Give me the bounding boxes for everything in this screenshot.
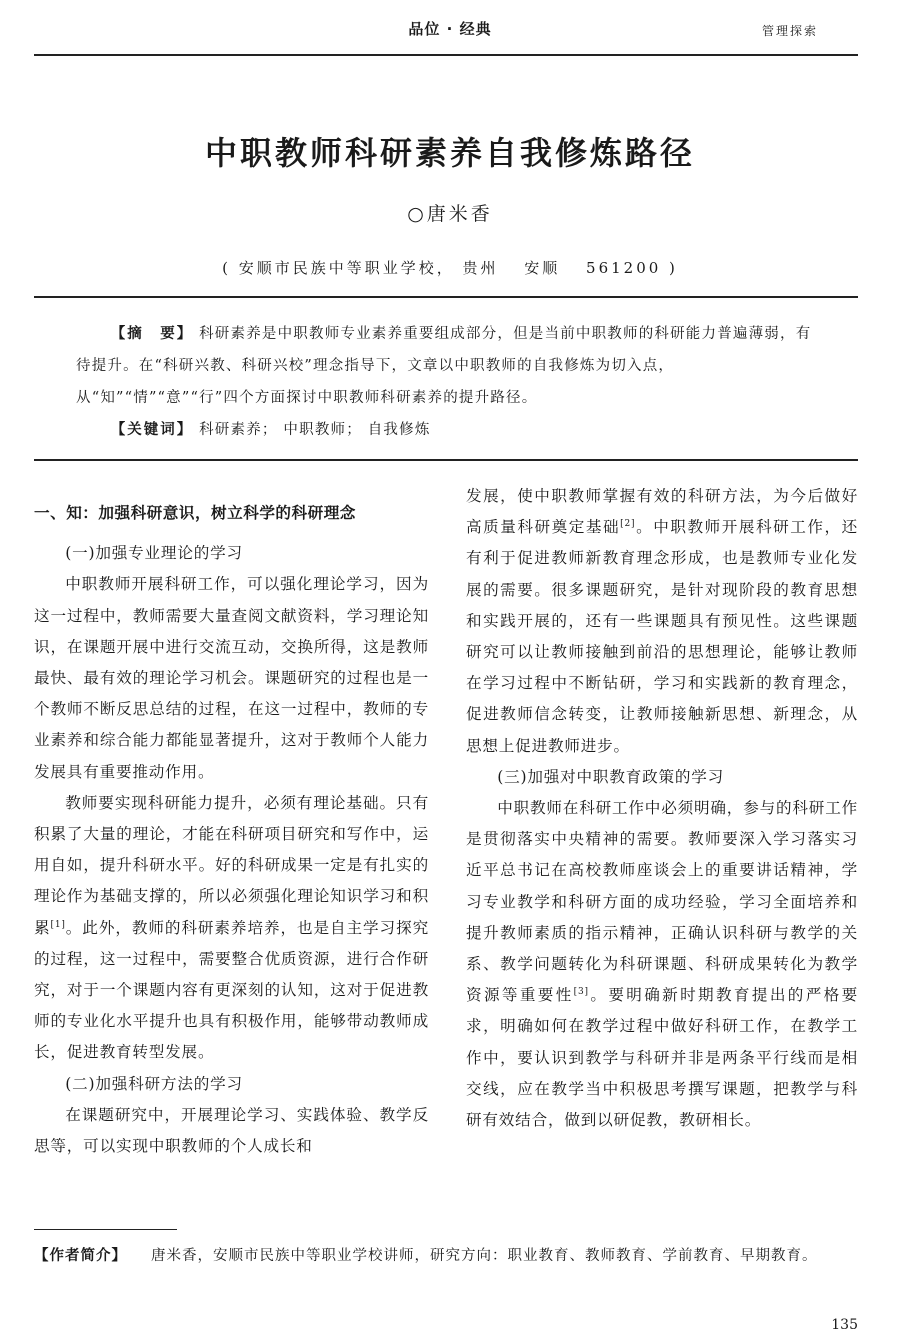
subheading-3: (三)加强对中职教育政策的学习 xyxy=(497,767,725,786)
paragraph-4 xyxy=(466,793,858,1136)
subheading-1: (一)加强专业理论的学习 xyxy=(65,544,243,563)
paragraph-1: 中职教师开展科研工作，可以强化理论学习，因为这一过程中，教师需要大量查阅文献资料，学习理论知识，在课题开展中进行交流互动，交换所得，这是教师最快、最有效的理论学习机会。课题研究的过程也是一个教师不断反思总结的过程，在这一过程中，教师的专业素养和综合能力都能显著提升，这对于教师个人能力发展具有重要推动作用。 xyxy=(34,575,429,781)
abstract-paragraph xyxy=(76,318,824,414)
abstract-top-rule xyxy=(34,296,858,298)
citation-2: [2] xyxy=(620,519,636,530)
abstract-label: 【摘 要】 xyxy=(110,326,194,342)
subheading-2: (二)加强科研方法的学习 xyxy=(65,1074,243,1093)
citation-3: [3] xyxy=(573,987,589,998)
section-heading-1: 一、知：加强科研意识，树立科学的科研理念 xyxy=(34,504,356,522)
paragraph-2a: 教师要实现科研能力提升，必须有理论基础。只有积累了大量的理论，才能在科研项目研究和写作中，运用自如，提升科研水平。好的科研成果一定是有扎实的理论作为基础支撑的，所以必须强化理论知识学习和积累 xyxy=(34,793,429,937)
column-name: 管理探索 xyxy=(761,24,818,38)
keywords-label: 【关键词】 xyxy=(110,422,194,438)
abstract-text: 科研素养是中职教师专业素养重要组成部分，但是当前中职教师的科研能力普遍薄弱，有待提升。在“科研兴教、科研兴校”理念指导下，文章以中职教师的自我修炼为切入点，从“知”“情”“意”“行”四个方面探讨中职教师科研素养的提升路径。 xyxy=(76,326,812,406)
paragraph-3c-a: 发展，使中职教师掌握有效的科研方法，为今后做好高质量科研奠定基础 xyxy=(466,487,858,537)
article-title: 中职教师科研素养自我修炼路径 xyxy=(204,134,695,172)
left-column xyxy=(34,498,429,1162)
journal-header: 品位 · 经典 xyxy=(408,20,492,38)
footnote-rule xyxy=(34,1229,177,1230)
paragraph-4b: 。要明确新时期教育提出的严格要求，明确如何在教学过程中做好科研工作，在教学工作中，要认识到教学与科研并非是两条平行线而是相交线，应在教学当中积极思考撰写课题，把教学与科研有效结合，做到以研促教，教研相长。 xyxy=(466,986,858,1130)
abstract-block xyxy=(76,318,824,446)
author-affiliation: ( 安顺市民族中等职业学校， 贵州 安顺 561200 ) xyxy=(222,259,678,277)
paragraph-2 xyxy=(34,788,429,1069)
citation-1: [1] xyxy=(50,919,66,930)
paragraph-3c-b: 。中职教师开展科研工作，还有利于促进教师新教育理念形成，也是教师专业化发展的需要。很多课题研究，是针对现阶段的教育思想和实践开展的，还有一些课题具有预见性。这些课题研究可以让教师接触到前沿的思想理论，能够让教师在学习过程中不断钻研，学习和实践新的教育理念，促进教师信念转变，让教师接触新思想、新理念，从思想上促进教师进步。 xyxy=(466,518,859,755)
paragraph-4a: 中职教师在科研工作中必须明确，参与的科研工作是贯彻落实中央精神的需要。教师要深入学习落实习近平总书记在高校教师座谈会上的重要讲话精神，学习专业教学和科研方面的成功经验，学习全面培养和提升教师素质的指示精神，正确认识科研与教学的关系、教学问题转化为科研课题、科研成果转化为教学资源等重要性 xyxy=(466,799,858,1005)
right-column xyxy=(466,481,858,1136)
paragraph-3-continued xyxy=(466,481,858,762)
page-number: 135 xyxy=(831,1317,858,1333)
author-info xyxy=(34,1240,854,1272)
paragraph-2b: 。此外，教师的科研素养培养，也是自主学习探究的过程，这一过程中，需要整合优质资源，进行合作研究，对于一个课题内容有更深刻的认知，这对于促进教师的专业化水平提升也具有积极作用，能够带动教师成长，促进教育转型发展。 xyxy=(34,918,429,1062)
author-info-text: 唐米香，安顺市民族中等职业学校讲师，研究方向：职业教育、教师教育、学前教育、早期教育。 xyxy=(151,1248,818,1264)
header-rule xyxy=(34,54,858,56)
keywords-paragraph xyxy=(76,414,824,446)
paragraph-3: 在课题研究中，开展理论学习、实践体验、教学反思等，可以实现中职教师的个人成长和 xyxy=(34,1105,429,1156)
abstract-bottom-rule xyxy=(34,459,858,461)
keywords-text: 科研素养； 中职教师； 自我修炼 xyxy=(199,422,431,438)
article-author: ○唐米香 xyxy=(407,203,493,225)
author-info-label: 【作者简介】 xyxy=(34,1248,127,1264)
